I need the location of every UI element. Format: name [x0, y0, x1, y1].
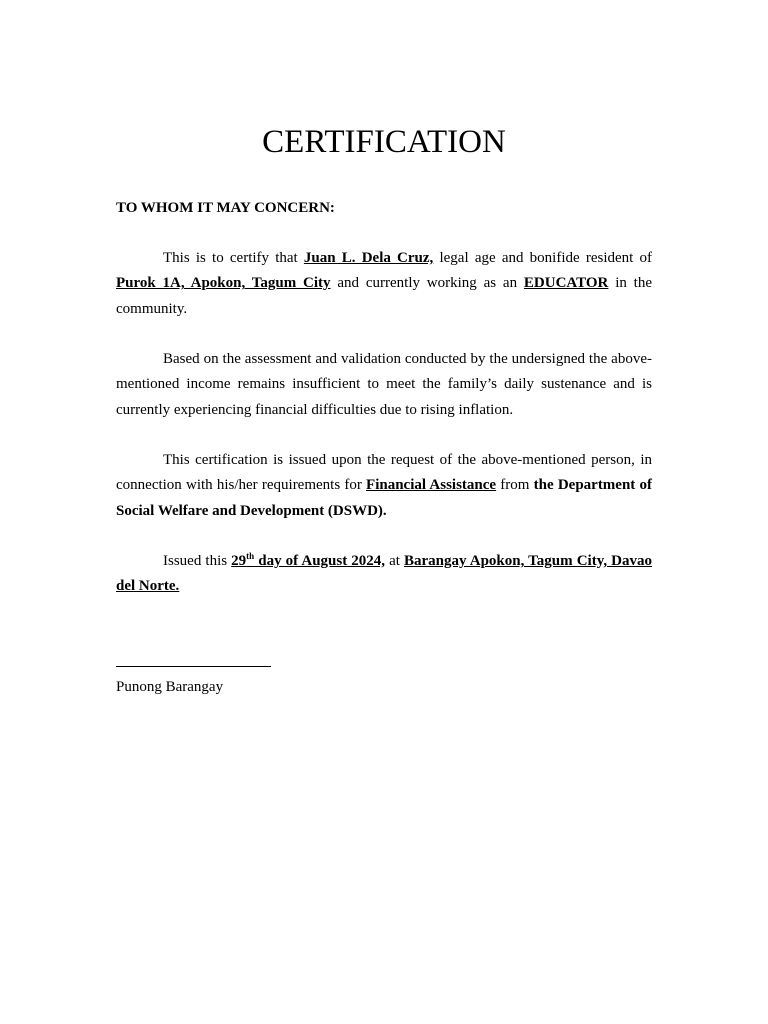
p1-text-4: in the community. [116, 275, 652, 317]
p1-text-1: This is to certify that [163, 250, 304, 266]
assistance-purpose: Financial Assistance [366, 477, 497, 494]
p3-text-2: from [496, 477, 534, 494]
resident-occupation: EDUCATOR [523, 275, 609, 292]
paragraph-issued [116, 549, 652, 600]
paragraph-assessment: Based on the assessment and validation conducted by the undersigned the above-mentioned income remains insufficient to meet the family’s daily sustenance and is currently experiencing financial difficulties due to rising inflation. [116, 351, 652, 418]
resident-address: Purok 1A, Apokon, Tagum City [116, 275, 331, 292]
issue-day: 29 [231, 553, 247, 569]
issue-day-suffix: th [246, 551, 255, 561]
resident-name: Juan L. Dela Cruz, [303, 250, 434, 266]
paragraph-purpose [116, 448, 652, 524]
signatory-title: Punong Barangay [116, 679, 224, 695]
p1-text-3: and currently working as an [330, 275, 524, 292]
issue-date-rest: day of August 2024, [254, 553, 386, 569]
salutation: TO WHOM IT MAY CONCERN: [116, 200, 335, 216]
p3-text-1: This certification is issued upon the request of the above-mentioned person, in connection with his/her requirements for [116, 452, 652, 494]
document-title: CERTIFICATION [262, 124, 506, 160]
issue-date [231, 553, 385, 569]
p4-text-1: Issued this [163, 553, 232, 569]
issue-place: Barangay Apokon, Tagum City, Davao del Norte. [116, 553, 653, 595]
issuing-agency: the Department of Social Welfare and Development (DSWD). [116, 477, 652, 519]
p1-text-2: legal age and bonifide resident of [433, 250, 652, 266]
paragraph-certify [116, 246, 652, 322]
p4-text-2: at [385, 553, 405, 569]
signature-line [116, 666, 271, 667]
